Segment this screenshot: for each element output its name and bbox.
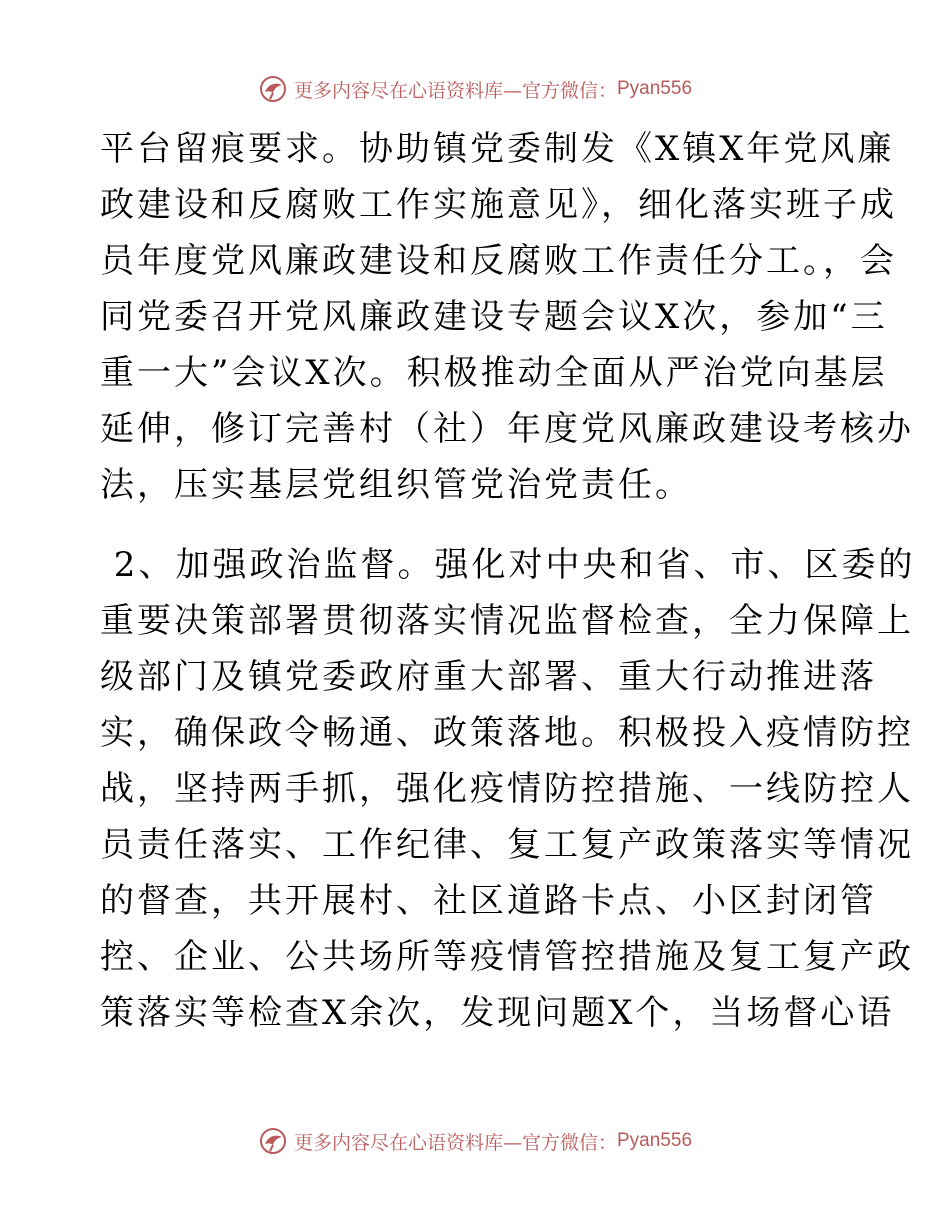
text-line: 员年度党风廉政建设和反腐败工作责任分工。，会 <box>100 241 897 281</box>
footer-watermark <box>0 1126 950 1156</box>
text-line: 2、加强政治监督。强化对中央和省、市、区委的 <box>100 545 916 585</box>
hummingbird-logo-icon <box>258 74 288 104</box>
text-line: 同党委召开党风廉政建设专题会议X次，参加“三 <box>100 297 888 337</box>
paragraph <box>100 537 916 1097</box>
text-line: 法，压实基层党组织管党治党责任。 <box>100 465 692 505</box>
text-line: 的督查，共开展村、社区道路卡点、小区封闭管 <box>100 881 877 921</box>
hummingbird-logo-icon <box>258 1126 288 1156</box>
text-line: 政建设和反腐败工作实施意见》，细化落实班子成 <box>100 185 897 225</box>
text-line: 级部门及镇党委政府重大部署、重大行动推进落 <box>100 657 877 697</box>
watermark-text: 更多内容尽在心语资料库—官方微信： <box>293 1131 617 1154</box>
paragraph <box>100 121 914 513</box>
text-line: 延伸，修订完善村（社）年度党风廉政建设考核办 <box>100 409 914 449</box>
watermark-text: 更多内容尽在心语资料库—官方微信： <box>293 79 617 102</box>
text-line: 战，坚持两手抓，强化疫情防控措施、一线防控人 <box>100 769 914 809</box>
text-line: 重要决策部署贯彻落实情况监督检查，全力保障上 <box>100 601 914 641</box>
text-line: 员责任落实、工作纪律、复工复产政策落实等情况 <box>100 825 914 865</box>
header-watermark <box>0 74 950 104</box>
text-line: 实，确保政令畅通、政策落地。积极投入疫情防控 <box>100 713 914 753</box>
text-line <box>100 1041 860 1097</box>
watermark-handle: Pyan556 <box>617 78 693 99</box>
text-line: 重一大”会议X次。积极推动全面从严治党向基层 <box>100 353 888 393</box>
document-body <box>100 121 916 1097</box>
text-line: 策落实等检查X余次，发现问题X个，当场督心语 <box>100 993 895 1033</box>
text-line: 平台留痕要求。协助镇党委制发《X镇X年党风廉 <box>100 129 895 169</box>
watermark-handle: Pyan556 <box>617 1130 693 1151</box>
text-line: 控、企业、公共场所等疫情管控措施及复工复产政 <box>100 937 914 977</box>
